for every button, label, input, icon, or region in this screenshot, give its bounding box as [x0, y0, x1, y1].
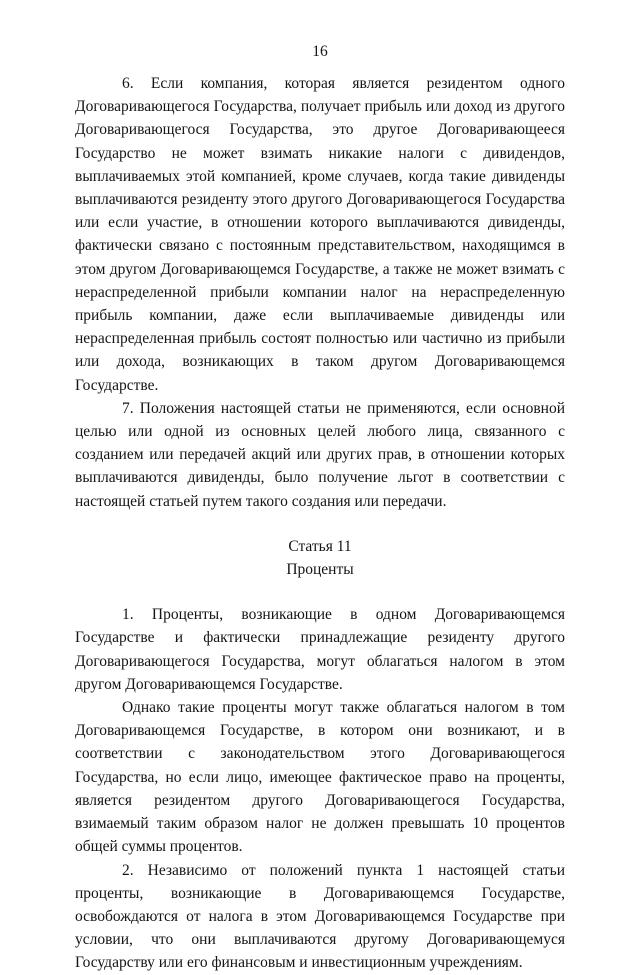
- article-title: Проценты: [286, 561, 354, 579]
- document-body: [75, 72, 565, 975]
- paragraph-6-dividends: 6. Если компания, которая является резидентом одного Договаривающегося Государства, получает прибыль или доход из другого Договаривающегося Государства, это другое Договаривающееся Государство не может взимать никакие налоги с дивидендов, выплачиваемых этой компанией, кроме случаев, когда такие дивиденды выплачиваются резиденту этого другого Договаривающегося Государства или если участие, в отношении которого выплачиваются дивиденды, фактически связано с постоянным представительством, находящимся в этом другом Договаривающемся Государстве, а также не может взимать с нераспределенной прибыли компании налог на нераспределенную прибыль компании, даже если выплачиваемые дивиденды или нераспределенная прибыль состоят полностью или частично из прибыли или дохода, возникающих в таком другом Договаривающемся Государстве.: [75, 75, 565, 394]
- paragraph-1-interest-continued: Однако такие проценты могут также облагаться налогом в том Договаривающемся Государстве, в котором они возникают, и в соответствии с законодательством этого Договаривающегося Государства, но если лицо, имеющее фактическое право на проценты, является резидентом другого Договаривающегося Государства, взимаемый таким образом налог не должен превышать 10 процентов общей суммы процентов.: [75, 699, 565, 856]
- article-heading: [75, 535, 565, 581]
- paragraph-1-interest: 1. Проценты, возникающие в одном Договаривающемся Государстве и фактически принадлежащие резиденту другого Договаривающегося Государства, могут облагаться налогом в этом другом Договаривающемся Государстве.: [75, 606, 565, 693]
- paragraph-7-dividends: 7. Положения настоящей статьи не применяются, если основной целью или одной из основных целей любого лица, связанного с созданием или передачей акций или других прав, в отношении которых выплачиваются дивиденды, было получение льгот в соответствии с настоящей статьей путем такого создания или передачи.: [75, 399, 565, 510]
- page-number: 16: [312, 43, 328, 60]
- paragraph-2-interest: 2. Независимо от положений пункта 1 настоящей статьи проценты, возникающие в Договаривающемся Государстве, освобождаются от налога в этом Договаривающемся Государстве при условии, что они выплачиваются другому Договаривающемуся Государству или его финансовым и инвестиционным учреждениям.: [75, 861, 565, 972]
- article-number: Статья 11: [288, 537, 352, 555]
